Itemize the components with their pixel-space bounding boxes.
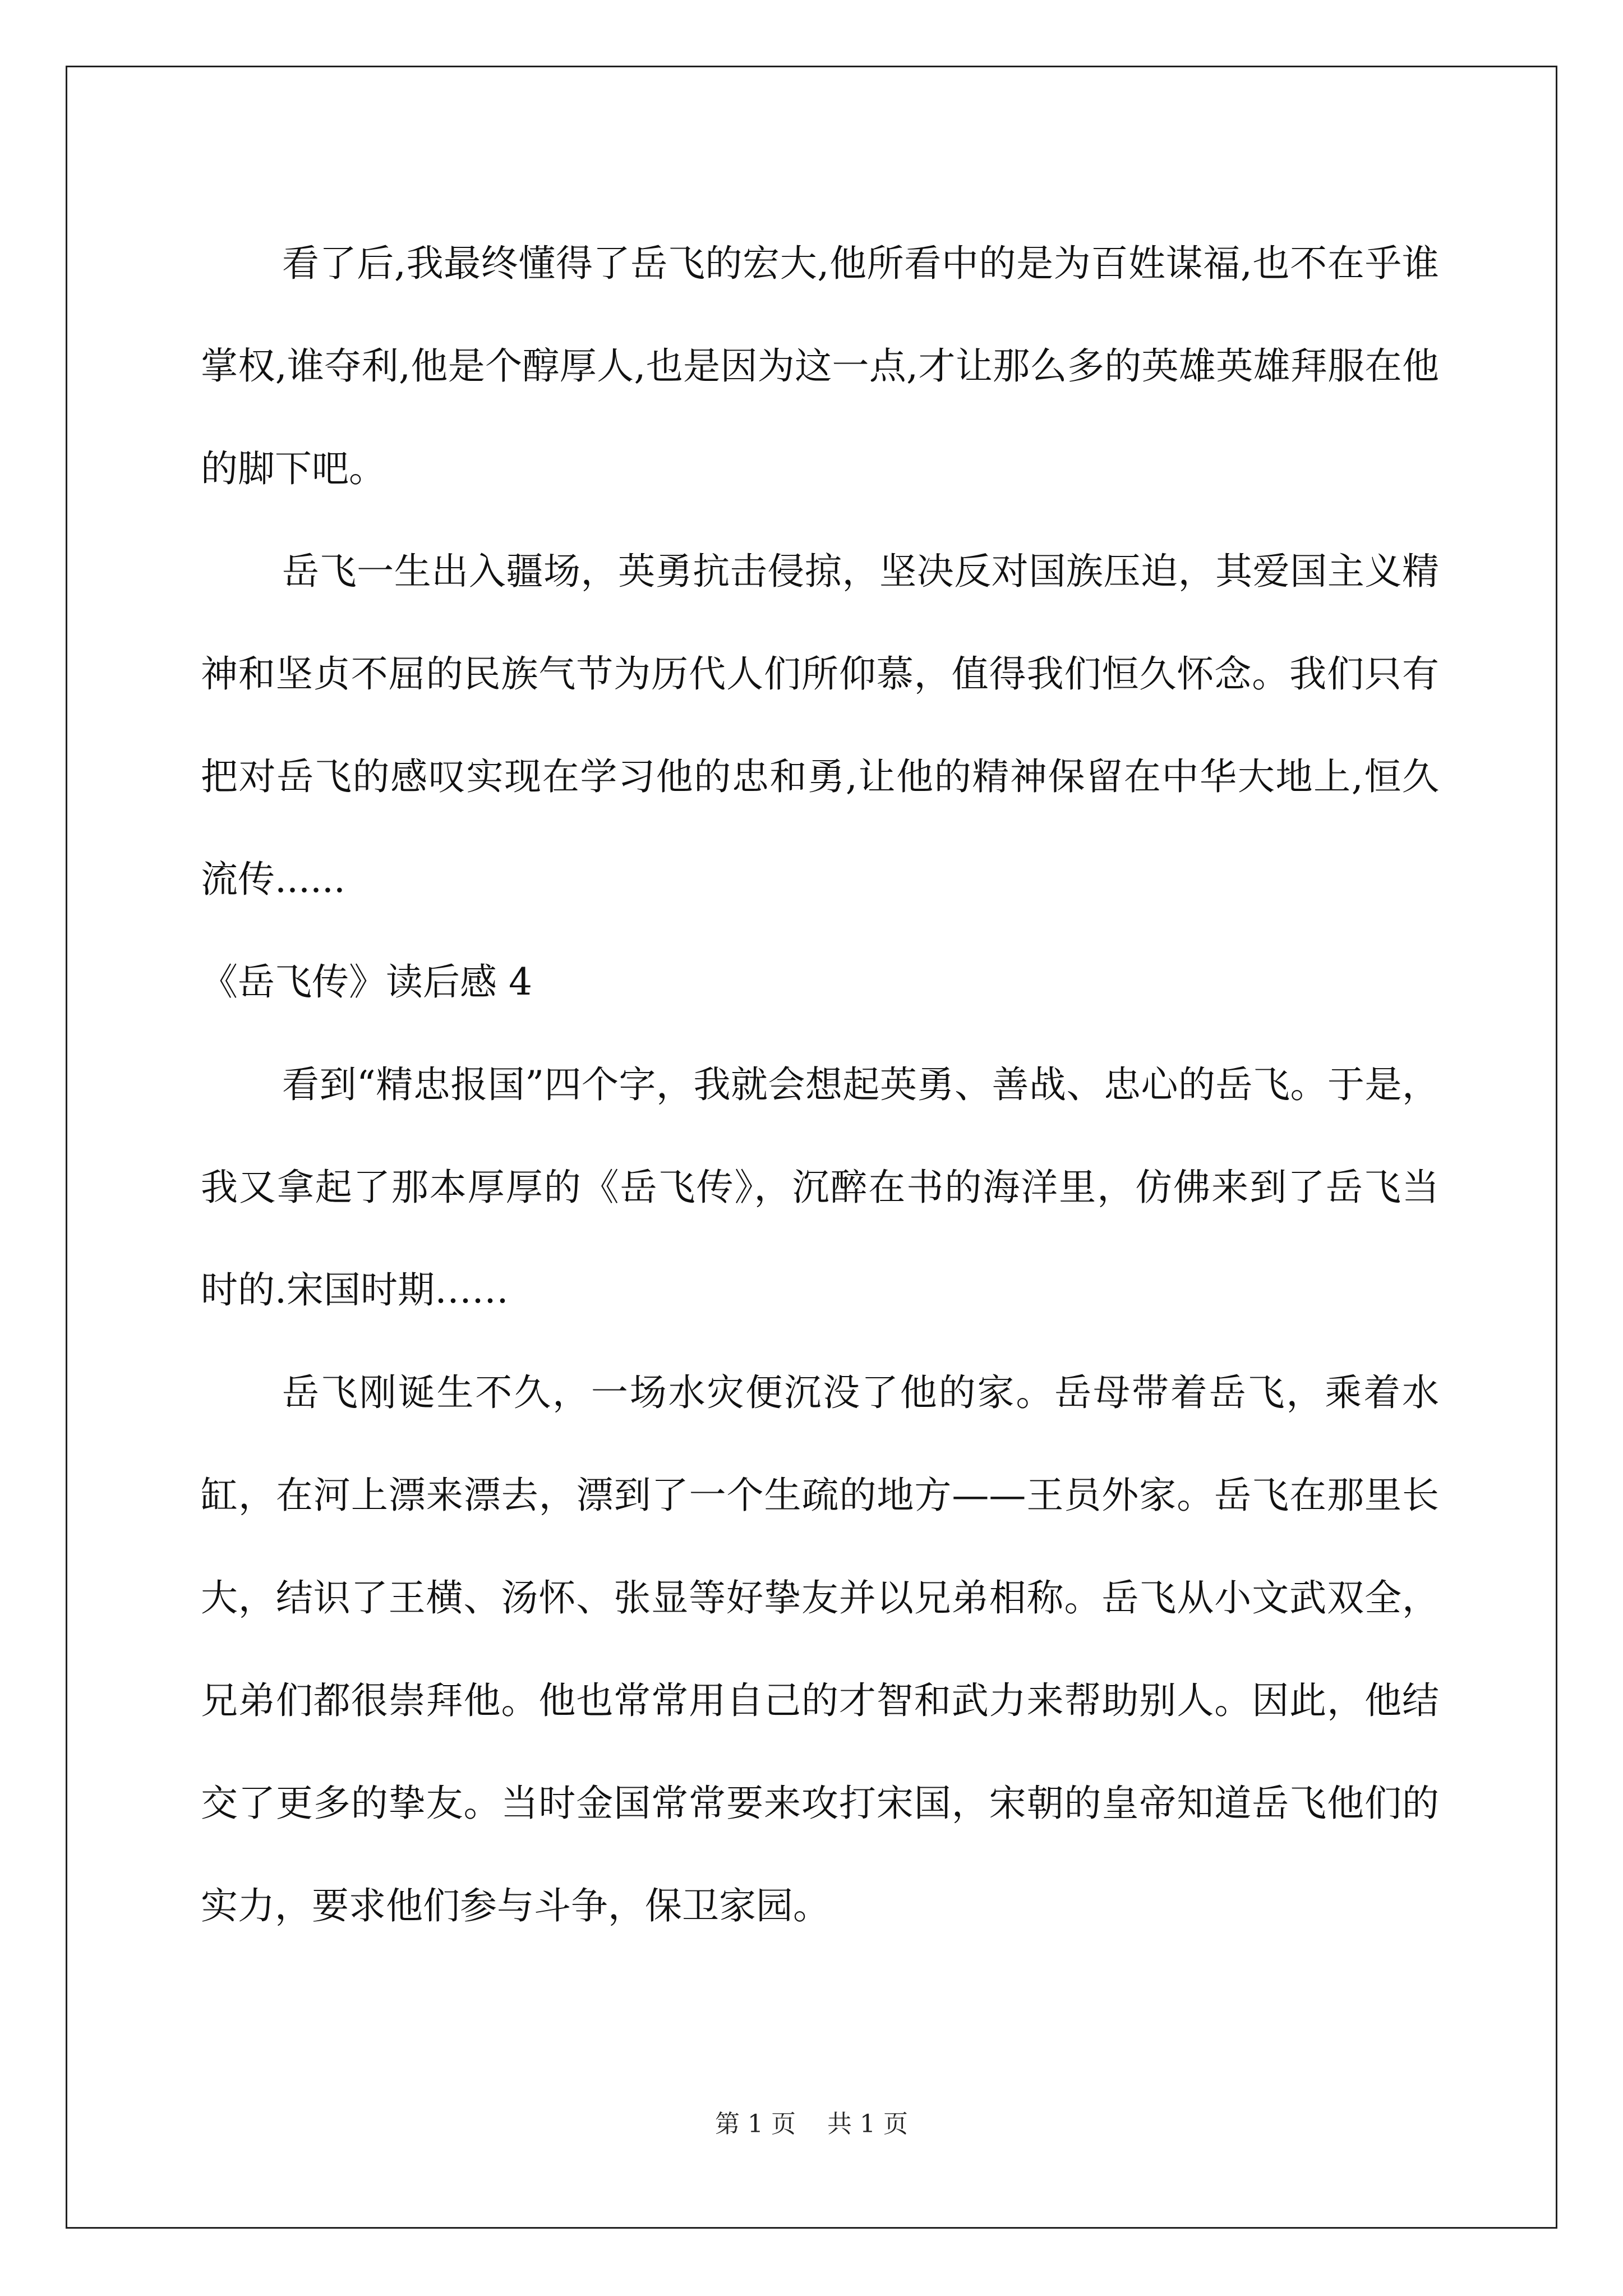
paragraph: 看了后,我最终懂得了岳飞的宏大,他所看中的是为百姓谋福,也不在乎谁掌权,谁夺利,他是个醇厚人,也是因为这一点,才让那么多的英雄英雄拜服在他的脚下吧。 (201, 242, 1439, 490)
paragraph: 岳飞一生出入疆场，英勇抗击侵掠，坚决反对国族压迫，其爱国主义精神和坚贞不屈的民族气节为历代人们所仰慕，值得我们恒久怀念。我们只有把对岳飞的感叹实现在学习他的忠和勇,让他的精神保留在中华大地上,恒久流传...... (201, 550, 1439, 901)
page-footer (0, 2104, 1623, 2139)
page-number: 第 1 页 (715, 2110, 796, 2138)
page-total: 共 1 页 (827, 2110, 908, 2138)
document-body (201, 212, 1439, 1957)
section-title: 《岳飞传》读后感 4 (201, 960, 532, 1004)
paragraph: 看到“精忠报国”四个字，我就会想起英勇、善战、忠心的岳飞。于是，我又拿起了那本厚厚的《岳飞传》，沉醉在书的海洋里，仿佛来到了岳飞当时的.宋国时期…… (201, 1063, 1439, 1312)
paragraph: 岳飞刚诞生不久，一场水灾便沉没了他的家。岳母带着岳飞，乘着水缸，在河上漂来漂去，漂到了一个生疏的地方——王员外家。岳飞在那里长大，结识了王横、汤怀、张显等好挚友并以兄弟相称。岳飞从小文武双全，兄弟们都很崇拜他。他也常常用自己的才智和武力来帮助别人。因此，他结交了更多的挚友。当时金国常常要来攻打宋国，宋朝的皇帝知道岳飞他们的实力，要求他们参与斗争，保卫家园。 (201, 1371, 1439, 1927)
